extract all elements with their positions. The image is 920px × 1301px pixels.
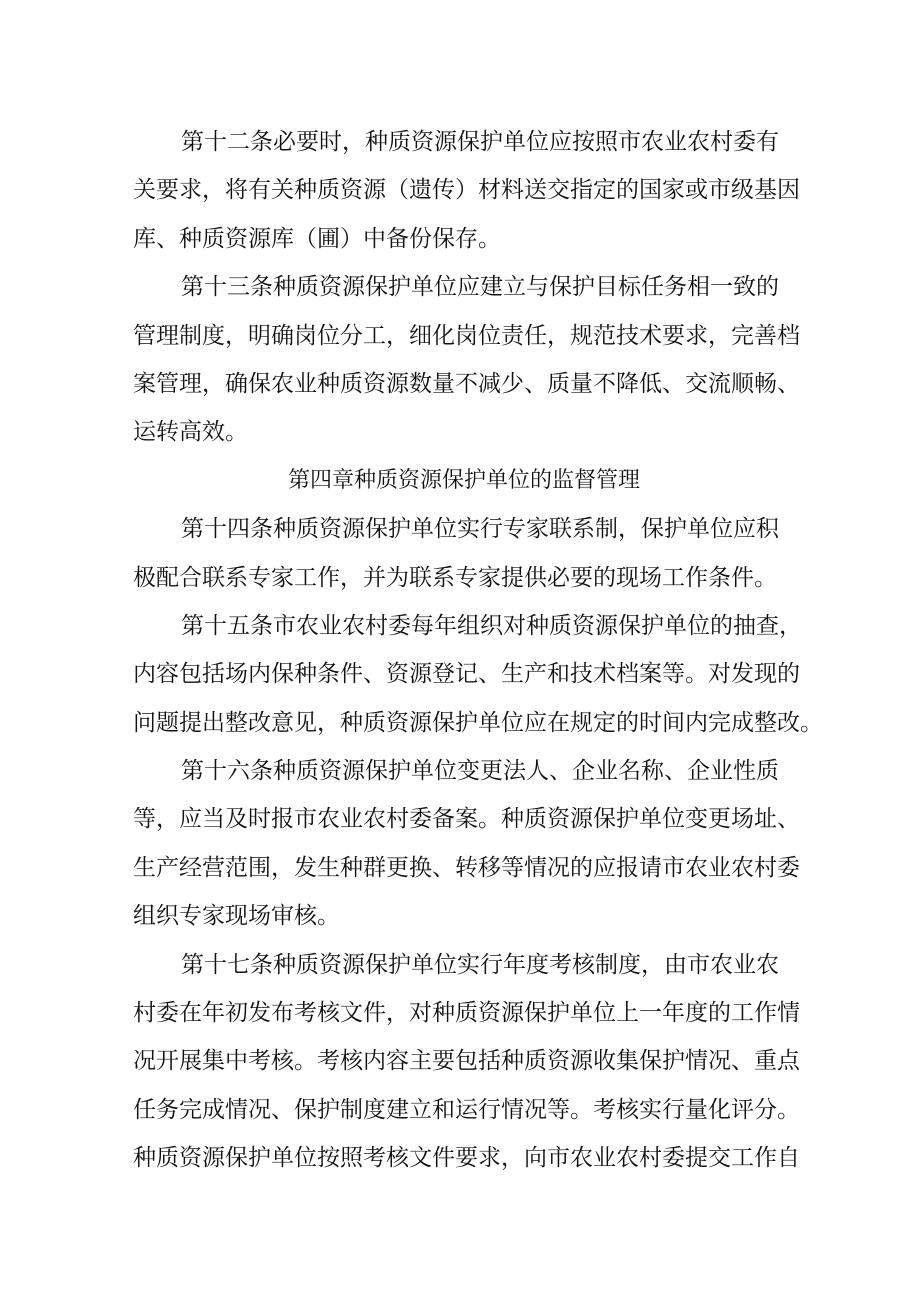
article-13 (133, 263, 800, 457)
chapter-heading: 第四章种质资源保护单位的监督管理 (287, 467, 640, 493)
text-line: 第十二条必要时，种质资源保护单位应按照市农业农村委有 (181, 129, 779, 155)
text-line: 第十五条市农业农村委每年组织对种质资源保护单位的抽查， (181, 612, 802, 639)
text-line: 村委在年初发布考核文件，对种质资源保护单位上一年度的工作情 (133, 1000, 800, 1027)
text-line: 关要求，将有关种质资源（遗传）材料送交指定的国家或市级基因 (133, 177, 800, 204)
text-line: 问题提出整改意见，种质资源保护单位应在规定的时间内完成整改。 (133, 709, 823, 736)
document-body (133, 118, 823, 1183)
text-line: 第十六条种质资源保护单位变更法人、企业名称、企业性质 (181, 758, 779, 785)
text-line: 库、种质资源库（圃）中备份保存。 (133, 225, 501, 252)
article-17 (133, 941, 800, 1183)
text-line: 等，应当及时报市农业农村委备案。种质资源保护单位变更场址、 (133, 806, 800, 833)
text-line: 第十四条种质资源保护单位实行专家联系制，保护单位应积 (181, 516, 779, 543)
text-line: 况开展集中考核。考核内容主要包括种质资源收集保护情况、重点 (133, 1048, 800, 1075)
text-line: 内容包括场内保种条件、资源登记、生产和技术档案等。对发现的 (133, 661, 800, 688)
text-line: 极配合联系专家工作，并为联系专家提供必要的现场工作条件。 (133, 564, 777, 591)
article-16 (133, 747, 800, 941)
text-line: 种质资源保护单位按照考核文件要求，向市农业农村委提交工作自 (133, 1145, 800, 1172)
text-line: 管理制度，明确岗位分工，细化岗位责任，规范技术要求，完善档 (133, 322, 800, 349)
text-line: 组织专家现场审核。 (133, 903, 340, 930)
text-line: 案管理，确保农业种质资源数量不减少、质量不降低、交流顺畅、 (133, 370, 800, 397)
text-line: 任务完成情况、保护制度建立和运行情况等。考核实行量化评分。 (133, 1096, 800, 1123)
article-14 (133, 505, 795, 602)
text-line: 运转高效。 (133, 419, 248, 446)
article-12 (133, 118, 800, 263)
text-line: 生产经营范围，发生种群更换、转移等情况的应报请市农业农村委 (133, 854, 800, 881)
text-line: 第十七条种质资源保护单位实行年度考核制度，由市农业农 (181, 951, 779, 978)
article-15 (133, 602, 823, 747)
text-line: 第十三条种质资源保护单位应建立与保护目标任务相一致的 (181, 274, 779, 301)
chapter-4 (133, 457, 795, 505)
